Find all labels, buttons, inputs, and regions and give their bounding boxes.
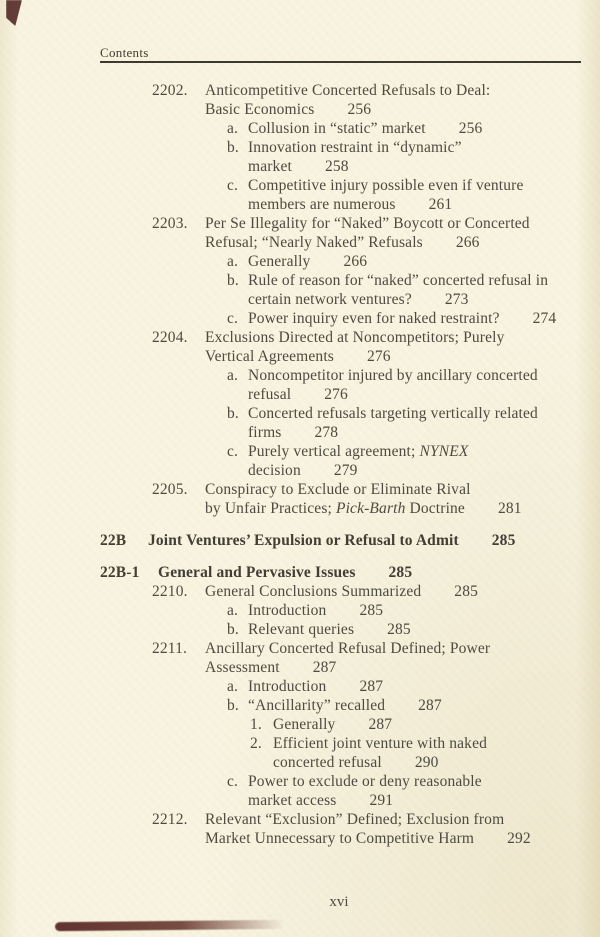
toc-line [100,499,590,518]
toc-line [100,176,590,195]
entry-number: 2211. [152,640,188,657]
entry-title-text: Generally [273,716,336,733]
entry-title-text: refusal [248,386,292,403]
toc-line [100,753,590,772]
entry-number: 2212. [152,811,188,828]
toc-line [100,290,590,309]
entry-title-text: certain network ventures? [248,291,412,308]
toc-line [100,81,590,100]
page-ref: 256 [458,120,483,137]
entry-title-text: Per Se Illegality for “Naked” Boycott or Concerted [205,215,530,232]
chapter-heading [100,531,590,550]
entry-number: c. [227,310,239,327]
entry-title-text: by Unfair Practices; [205,500,336,517]
folio-page-number: xvi [329,894,349,910]
entry-title-text: Assessment [205,659,280,676]
page-ref: 285 [359,602,384,619]
page-ref: 285 [388,564,413,581]
toc-line [100,100,590,119]
toc-line [100,582,590,601]
entry-title-text: Purely vertical agreement; [248,443,420,460]
entry-title-text: members are numerous [248,196,396,213]
entry-number: 2204. [152,329,188,346]
toc-line [100,423,590,442]
toc-line [100,347,590,366]
page-ref: 274 [532,310,557,327]
toc-line [100,772,590,791]
entry-title-text: Concerted refusals targeting vertically related [248,405,538,422]
entry-title-text: Market Unnecessary to Competitive Harm [205,830,475,847]
page-ref: 261 [428,196,453,213]
entry-number: 1. [250,716,262,733]
page-ref: 291 [369,792,394,809]
toc-line [100,658,590,677]
entry-title-text: concerted refusal [273,754,382,771]
page-ref: 290 [414,754,439,771]
entry-title-text: Relevant queries [248,621,355,638]
entry-title-text: Noncompetitor injured by ancillary concerted [248,367,538,384]
toc-line [100,157,590,176]
entry-number: b. [227,139,239,156]
entry-title-text: Rule of reason for “naked” concerted refusal in [248,272,549,289]
toc-line [100,119,590,138]
toc-line [100,366,590,385]
entry-number: 2. [250,735,262,752]
toc-line [100,601,590,620]
page-ref: 281 [497,500,522,517]
toc-line [100,810,590,829]
entry-number: a. [227,678,239,695]
entry-number: 2210. [152,583,188,600]
entry-number: a. [227,253,239,270]
toc-line [100,328,590,347]
running-head: Contents [100,45,149,60]
entry-number: 22B [100,532,127,549]
page-ref: 266 [343,253,368,270]
entry-title-text: Pick-Barth [335,500,406,517]
running-head-rule [100,61,581,63]
entry-number: b. [227,272,239,289]
page-ref: 287 [418,697,442,714]
entry-title-text: Basic Economics [205,101,315,118]
section-heading [100,563,590,582]
toc-line [100,620,590,639]
toc-line [100,309,590,328]
entry-number: c. [227,177,239,194]
page-ref: 285 [491,532,516,549]
entry-title-text: Ancillary Concerted Refusal Defined; Power [205,640,491,657]
entry-number: b. [227,621,239,638]
entry-title-text: Joint Ventures’ Expulsion or Refusal to Admit [148,532,459,549]
entry-number: 22B-1 [100,564,140,581]
scan-artifact-corner [6,0,22,26]
page-ref: 256 [347,101,372,118]
entry-title-text: Power inquiry even for naked restraint? [248,310,500,327]
page-ref: 285 [454,583,478,600]
entry-title-text: Power to exclude or deny reasonable [248,773,482,790]
entry-number: a. [227,367,239,384]
entry-title-text: Collusion in “static” market [248,120,426,137]
entry-title-text: firms [248,424,282,441]
entry-title-text: Introduction [248,602,327,619]
entry-title-text: Refusal; “Nearly Naked” Refusals [205,234,423,251]
toc-line [100,214,590,233]
page-ref: 266 [455,234,480,251]
entry-title-text: Efficient joint venture with naked [273,735,488,752]
toc-line [100,639,590,658]
entry-title-text: Competitive injury possible even if venture [248,177,524,194]
page-ref: 258 [324,158,349,175]
toc-line [100,195,590,214]
entry-number: b. [227,405,239,422]
page-ref: 279 [333,462,358,479]
entry-title-text: “Ancillarity” recalled [248,697,386,714]
page-ref: 287 [359,678,384,695]
toc-line [100,696,590,715]
entry-number: a. [227,602,239,619]
toc-line [100,271,590,290]
toc-line [100,442,590,461]
entry-title-text: market access [248,792,337,809]
entry-title-text: Introduction [248,678,327,695]
entry-title-text: Anticompetitive Concerted Refusals to Deal: [205,82,491,99]
entry-number: 2202. [152,82,188,99]
entry-title-text: Doctrine [405,500,465,517]
page-ref: 287 [368,716,393,733]
entry-title-text: market [248,158,292,175]
toc-line [100,138,590,157]
page-ref: 276 [366,348,391,365]
entry-number: b. [227,697,239,714]
entry-title-text: Conspiracy to Exclude or Eliminate Rival [205,481,471,498]
entry-title-text: Relevant “Exclusion” Defined; Exclusion from [205,811,505,828]
page-ref: 285 [387,621,411,638]
toc-line [100,404,590,423]
entry-title-text: Innovation restraint in “dynamic” [248,139,462,156]
entry-number: 2205. [152,481,188,498]
toc-line [100,734,590,753]
entry-number: 2203. [152,215,188,232]
toc-line [100,461,590,480]
entry-title-text: Vertical Agreements [205,348,334,365]
page-ref: 287 [312,659,337,676]
entry-title-text: decision [248,462,301,479]
toc-line [100,480,590,499]
toc-line [100,233,590,252]
entry-number: c. [227,443,239,460]
toc-line [100,385,590,404]
entry-title-text: Exclusions Directed at Noncompetitors; Purely [205,329,505,346]
entry-number: a. [227,120,239,137]
entry-title-text: NYNEX [419,443,469,460]
entry-title-text: Generally [248,253,311,270]
page-ref: 278 [314,424,339,441]
scan-artifact-bottom-streak [55,920,285,931]
page-ref: 292 [507,830,531,847]
entry-title-text: General and Pervasive Issues [158,564,356,581]
page-ref: 273 [444,291,469,308]
page-ref: 276 [324,386,348,403]
toc-line [100,715,590,734]
toc-list [100,81,590,848]
toc-line [100,677,590,696]
toc-line [100,791,590,810]
toc-line [100,252,590,271]
entry-number: c. [227,773,239,790]
toc-line [100,829,590,848]
entry-title-text: General Conclusions Summarized [205,583,422,600]
